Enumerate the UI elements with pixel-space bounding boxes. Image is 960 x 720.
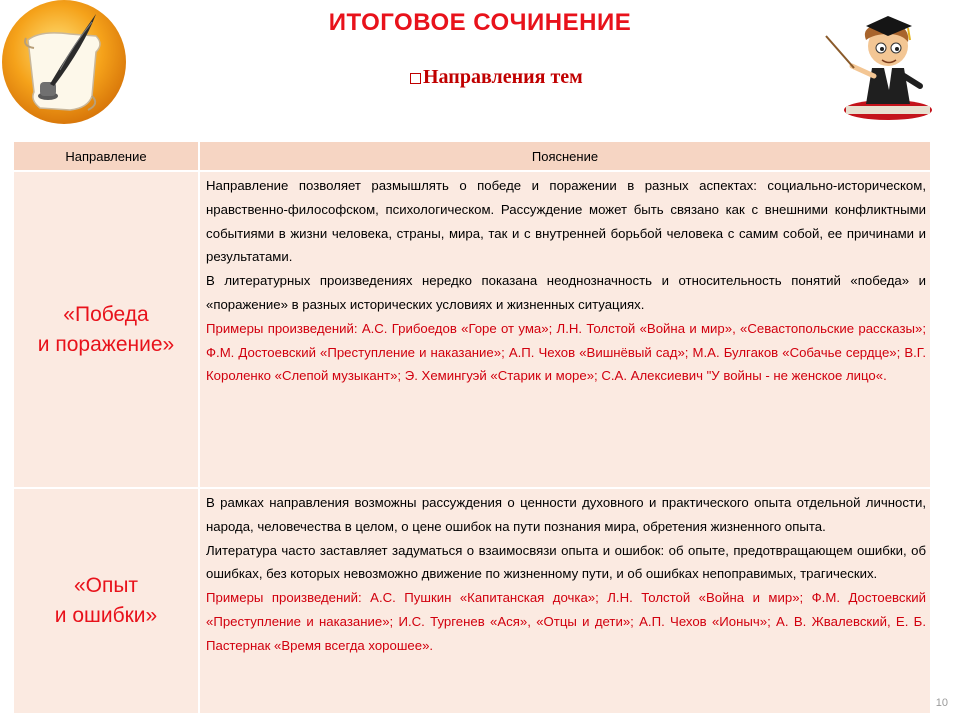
page-title: ИТОГОВОЕ СОЧИНЕНИЕ	[328, 9, 632, 36]
column-header-direction: Направление	[13, 141, 199, 171]
explanation-cell	[199, 171, 931, 488]
explanation-paragraph: В рамках направления возможны рассуждения о ценности духовного и практического опыта отдельной личности, народа, человечества в целом, о цене ошибок на пути познания мира, обретения жизненного опыта.	[206, 495, 926, 534]
table-header-row	[13, 141, 931, 171]
checkbox-bullet-icon	[410, 73, 421, 84]
table-row	[13, 488, 931, 714]
subtitle-text: Направления тем	[423, 66, 583, 88]
direction-label: и ошибки»	[54, 604, 158, 627]
explanation-paragraph: Литература часто заставляет задуматься о взаимосвязи опыта и ошибок: об опыте, предотвращающем ошибки, об ошибках, без которых невозможно движение по жизненному пути, и об ошибках непоправимых, трагических.	[206, 542, 926, 582]
examples-paragraph: Примеры произведений: А.С. Грибоедов «Горе от ума»; Л.Н. Толстой «Война и мир», «Севастопольские рассказы»; Ф.М. Достоевский «Преступление и наказание»; А.П. Чехов «Вишнёвый сад»; М.А. Булгаков «Собачье сердце»; В.Г. Короленко «Слепой музыкант»; Э. Хемингуэй «Старик и море»; С.А. Алексиевич "У войны - не женское лицо«.	[206, 320, 926, 384]
direction-cell	[13, 171, 199, 488]
professor-cartoon-icon	[822, 6, 942, 126]
examples-paragraph: Примеры произведений: А.С. Пушкин «Капитанская дочка»; Л.Н. Толстой «Война и мир»; Ф.М. Достоевский «Преступление и наказание»; И.С. Тургенев «Ася», «Отцы и дети»; А.П. Чехов «Ионыч»; А. В. Жвалевский, Е. Б. Пастернак «Время всегда хорошее».	[206, 590, 926, 653]
table-row	[13, 171, 931, 488]
direction-cell	[13, 488, 199, 714]
direction-label: «Победа	[63, 302, 149, 326]
explanation-paragraph: Направление позволяет размышлять о победе и поражении в разных аспектах: социально-историческом, нравственно-философском, психологическом. Рассуждение может быть связано как с внешними конфликтными событиями в жизни человека, страны, мира, так и с внутренней борьбой человека с самим собой, ее причинами и результатами.	[206, 178, 926, 265]
column-header-explanation: Пояснение	[199, 141, 931, 171]
direction-label: и поражение»	[37, 332, 175, 356]
explanation-paragraph: В литературных произведениях нередко показана неоднозначность и относительность понятий «победа» и «поражение» в разных исторических условиях и жизненных ситуациях.	[206, 273, 926, 312]
slide-number: 10	[935, 697, 948, 709]
subtitle	[410, 66, 583, 89]
explanation-cell	[199, 488, 931, 714]
direction-label: «Опыт	[73, 574, 139, 597]
topics-table	[12, 140, 932, 715]
